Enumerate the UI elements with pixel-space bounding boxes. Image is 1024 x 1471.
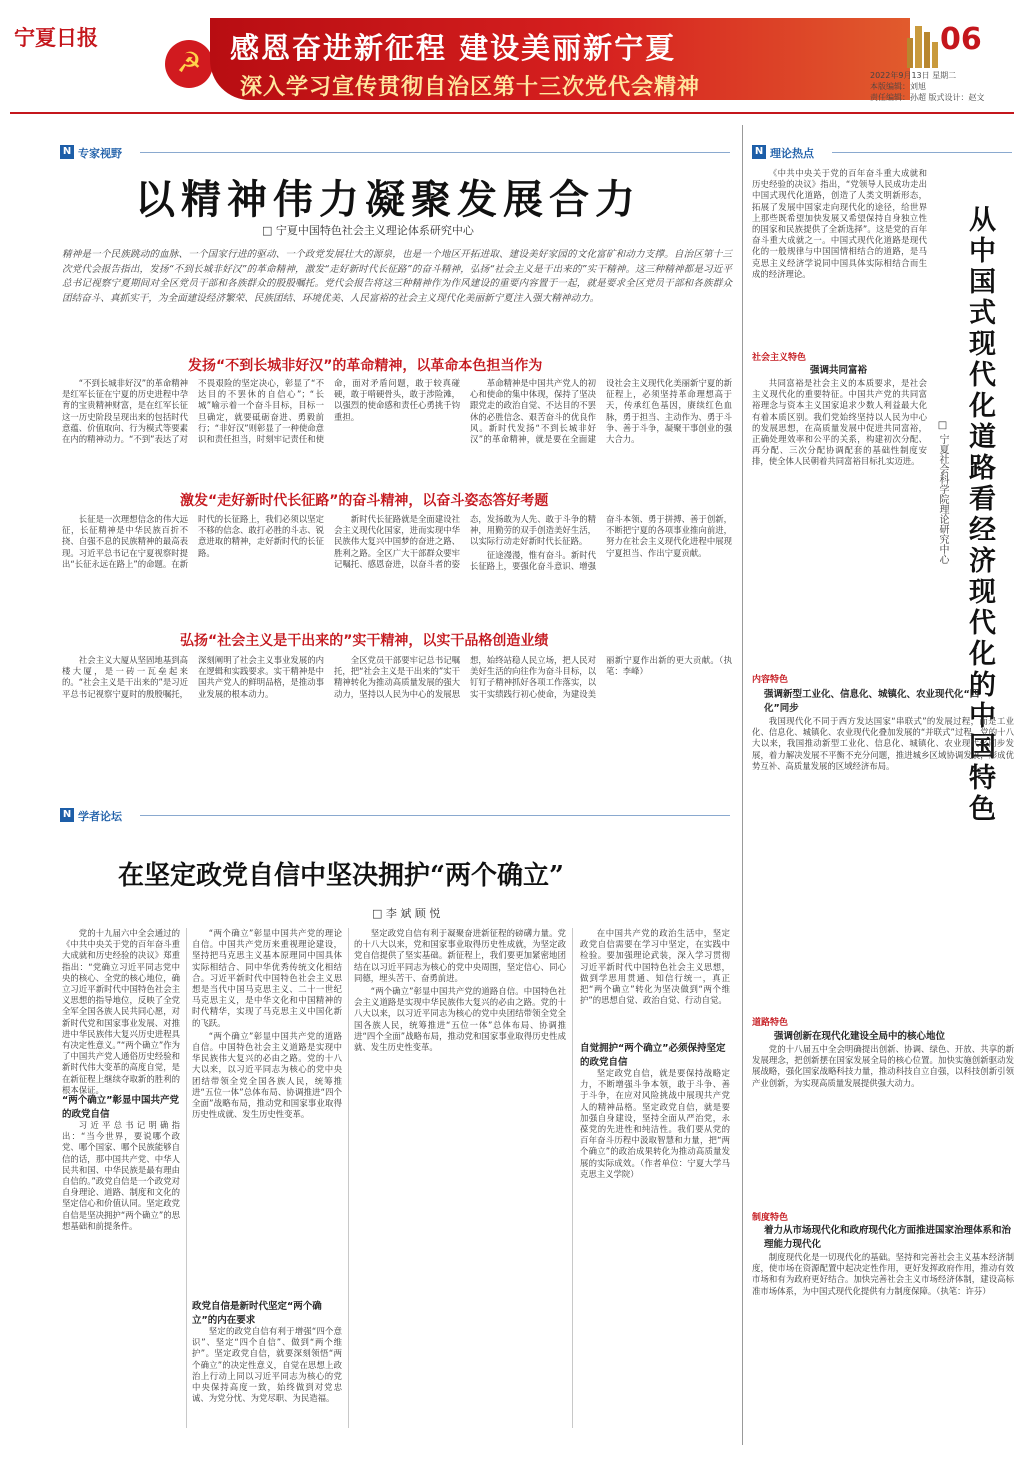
article2-col3-body [354, 928, 566, 1428]
article3-intro [752, 168, 927, 346]
paragraph: 共同富裕是社会主义的本质要求，是社会主义现代化的重要特征。中国共产党的共同富裕理念与资本主义国家追求少数人利益最大化有着本质区别。我们党始终坚持以人民为中心的发展思想，在高质量发展中促进共同富裕，正确处理效率和公平的关系，构建初次分配、再分配、三次分配协调配套的基础性制度安排，使全体人民朝着共同富裕目标扎实迈进。 [752, 378, 927, 467]
newspaper-logo: 宁夏日报 [14, 25, 98, 50]
article1-section2-body [62, 514, 732, 618]
editor-line: 本版编辑：刘旭 [870, 82, 926, 91]
paragraph: 习近平总书记明确指出：“当今世界，要说哪个政党、哪个国家、哪个民族能够自信的话，那中国共产党、中华人民共和国、中华民族是最有理由自信的。”政党自信是一个政党对自身理论、道路、制度和文化的坚定信心和价值认同。坚定政党自信是坚决拥护“两个确立”的思想基础和前提条件。 [62, 1120, 180, 1231]
paragraph: “两个确立”彰显中国共产党的理论自信。中国共产党历来重视理论建设，坚持把马克思主义基本原理同中国具体实际相结合、同中华优秀传统文化相结合。习近平新时代中国特色社会主义思想是当代中国马克思主义、二十一世纪马克思主义，是中华文化和中国精神的时代精华，实现了马克思主义中国化新的飞跃。 [192, 928, 342, 1028]
article2-col2-body-b [192, 1326, 342, 1430]
paragraph: 制度现代化是一切现代化的基础。坚持和完善社会主义基本经济制度，使市场在资源配置中起决定性作用，更好发挥政府作用，推动有效市场和有为政府更好结合。加快完善社会主义市场经济体制，建设高标准市场体系，为中国式现代化提供有力制度保障。（执笔：许芬） [752, 1252, 1014, 1296]
article2-col4-body [580, 928, 730, 1036]
article3-label-3: 道路特色 [752, 1018, 789, 1028]
paragraph: 长征是一次理想信念的伟大远征，长征精神是中华民族百折不挠、自强不息的民族精神的最高表现。习近平总书记在宁夏视察时提出“长征永远在路上”的命题。在新时代的长征路上，我们必须以坚定不移的信念、敢打必胜的斗志、锐意进取的精神，走好新时代的长征路。 [62, 514, 324, 569]
banner-title-sub: 深入学习宣传贯彻自治区第十三次党代会精神 [240, 75, 701, 100]
masthead-divider [10, 112, 1014, 114]
article3-label-1: 社会主义特色 [752, 353, 807, 363]
paragraph: 坚定政党自信，就是要保持战略定力，不断增强斗争本领，敢于斗争、善于斗争，在应对风险挑战中展现共产党人的精神品格。坚定政党自信，就是要加强自身建设，坚持全面从严治党，永葆党的先进性和纯洁性。我们要从党的百年奋斗历程中汲取智慧和力量，把“两个确立”的政治成果转化为推动高质量发展的实际成效。（作者单位：宁夏大学马克思主义学院） [580, 1068, 730, 1179]
paragraph: 党的十八届五中全会明确提出创新、协调、绿色、开放、共享的新发展理念，把创新摆在国家发展全局的核心位置。加快实施创新驱动发展战略，强化国家战略科技力量，推动科技自立自强，以科技创新引领产业创新，为实现高质量发展提供强大动力。 [752, 1044, 1014, 1088]
article2-col1-body-b [62, 1120, 180, 1430]
paragraph: 新时代长征路就是全面建设社会主义现代化国家，进而实现中华民族伟大复兴中国梦的奋进之路、胜利之路。全区广大干部群众要牢记嘱托、感恩奋进，以奋斗者的姿态，发扬敢为人先、敢于斗争的精神，用勤劳的双手创造美好生活，以实际行动走好新时代长征路。 [334, 514, 596, 569]
paragraph: 坚定政党自信有利于凝聚奋进新征程的磅礴力量。党的十八大以来，党和国家事业取得历史性成就，为坚定政党自信提供了坚实基础。新征程上，我们要更加紧密地团结在以习近平同志为核心的党中央周围，坚定信心、同心同德，埋头苦干、奋勇前进。 [354, 928, 566, 983]
section-rule [140, 815, 730, 816]
article3-subhead-3: 强调创新在现代化建设全局中的核心地位 [774, 1031, 946, 1042]
article3-byline: □ 宁夏社会科学院理论研究中心 [937, 420, 948, 565]
article2-subhead-1: “两个确立”彰显中国共产党的政党自信 [62, 1095, 179, 1120]
paragraph: “两个确立”彰显中国共产党的道路自信。中国特色社会主义道路是实现中华民族伟大复兴的必由之路。党的十八大以来，以习近平同志为核心的党中央团结带领全党全国各族人民，统筹推进“五位一体”总体布局、协调推进“四个全面”战略布局，推动党和国家事业取得历史性成就、发生历史性变革。 [354, 986, 566, 1053]
article2-col1-body [62, 928, 180, 1095]
paragraph: 在中国共产党的政治生活中，坚定政党自信需要在学习中坚定，在实践中检验。要加强理论武装，深入学习贯彻习近平新时代中国特色社会主义思想，做到学思用贯通、知信行统一，真正把“两个确立”转化为坚决做到“两个维护”的思想自觉、政治自觉、行动自觉。 [580, 928, 730, 1006]
column-rule [186, 928, 187, 1428]
article1-headline: 以精神伟力凝聚发展合力 [135, 176, 641, 223]
page-column-rule [742, 125, 743, 1445]
article3-subhead-4: 着力从市场现代化和政府现代化方面推进国家治理体系和治理能力现代化 [764, 1225, 1012, 1250]
skyline-icon [905, 18, 939, 68]
article3-section2-body [752, 716, 1014, 1011]
paragraph: “两个确立”彰显中国共产党的道路自信。中国特色社会主义道路是实现中华民族伟大复兴的必由之路。党的十八大以来，以习近平同志为核心的党中央团结带领全党全国各族人民，统筹推进“五位一体”总体布局、协调推进“四个全面”战略布局，推动党和国家事业取得历史性成就、发生历史性变革。 [192, 1030, 342, 1120]
article3-subhead-1: 强调共同富裕 [810, 365, 868, 376]
article3-label-2: 内容特色 [752, 675, 789, 685]
article2-byline: □ 李 斌 顾 悦 [372, 907, 441, 920]
article3-label-4: 制度特色 [752, 1213, 789, 1223]
section-tag-theory: N 理论热点 [752, 145, 814, 161]
article3-headline: 从中国式现代化道路看经济现代化的中国特色 [964, 205, 995, 825]
paragraph: 党的十九届六中全会通过的《中共中央关于党的百年奋斗重大成就和历史经验的决议》郑重指出：“党确立习近平同志党中央的核心、全党的核心地位，确立习近平新时代中国特色社会主义思想的指导地位，反映了全党全军全国各族人民共同心愿，对新时代党和国家事业发展、对推进中华民族伟大复兴历史进程具有决定性意义。”“两个确立”作为了中国共产党人通俗历史经验和新时代伟大变革的高度自觉，是在新征程上继续夺取新的胜利的根本保证。 [62, 928, 180, 1095]
paragraph: 我国现代化不同于西方发达国家“串联式”的发展过程，而是工业化、信息化、城镇化、农业现代化叠加发展的“并联式”过程。党的十八大以来，我国推动新型工业化、信息化、城镇化、农业现代化同步发展，着力解决发展不平衡不充分问题，推进城乡区域协调发展，形成优势互补、高质量发展的区域经济布局。 [752, 716, 1014, 771]
article3-subhead-2: 强调新型工业化、信息化、城镇化、农业现代化“四化”同步 [764, 689, 980, 714]
paragraph: 社会主义大厦从坚固地基到高楼大厦，是一砖一瓦垒起来的。“社会主义是干出来的”是习近平总书记视察宁夏时的殷殷嘱托，深刻阐明了社会主义事业发展的内在逻辑和实践要求。实干精神是中国共产党人的鲜明品格，是推动事业发展的根本动力。 [62, 655, 324, 699]
column-rule [572, 928, 573, 1428]
paragraph: 全区党员干部要牢记总书记嘱托，把“社会主义是干出来的”实干精神转化为推动高质量发展的强大动力，坚持以人民为中心的发展思想，始终站稳人民立场，把人民对美好生活的向往作为奋斗目标，以钉钉子精神抓好各项工作落实，以实干实绩践行初心使命，为建设美丽新宁夏作出新的更大贡献。（执笔：李峰） [334, 655, 732, 699]
article2-col4-body-b [580, 1068, 730, 1430]
design-line: 责任编辑：孙超 版式设计：赵文 [870, 93, 985, 102]
section-tag-expert: N 专家视野 [60, 145, 122, 161]
article1-subhead-3: 弘扬“社会主义是干出来的”实干精神，以实干品格创造业绩 [180, 633, 549, 649]
section-tag-scholar: N 学者论坛 [60, 808, 122, 824]
article2-headline: 在坚定政党自信中坚决拥护“两个确立” [118, 861, 564, 891]
section-rule [832, 152, 1012, 153]
article3-section1-body [752, 378, 927, 628]
article1-section1-body [62, 378, 732, 478]
page-number: 06 [940, 22, 982, 57]
date-line: 2022年9月13日 星期二 [870, 71, 957, 80]
article1-subhead-1: 发扬“不到长城非好汉”的革命精神，以革命本色担当作为 [188, 358, 543, 374]
article2-subhead-2: 政党自信是新时代坚定“两个确立”的内在要求 [192, 1301, 322, 1326]
article1-subhead-2: 激发“走好新时代长征路”的奋斗精神，以奋斗姿态答好考题 [180, 493, 549, 509]
column-rule [348, 928, 349, 1428]
article1-section3-body [62, 655, 732, 797]
paragraph: 坚定的政党自信有利于增强“四个意识”、坚定“四个自信”、做到“两个维护”。坚定政党自信，就要深刻领悟“两个确立”的决定性意义，自觉在思想上政治上行动上同以习近平同志为核心的党中央保持高度一致，始终做到对党忠诚、为党分忧、为党尽职、为民造福。 [192, 1326, 342, 1404]
paragraph: 《中共中央关于党的百年奋斗重大成就和历史经验的决议》指出，“党领导人民成功走出中国式现代化道路，创造了人类文明新形态，拓展了发展中国家走向现代化的途径，给世界上那些既希望加快发展又希望保持自身独立性的国家和民族提供了全新选择”。这是党的百年奋斗重大成就之一。中国式现代化道路是现代化的一般规律与中国国情相结合的道路，是马克思主义经济学说同中国具体实际相结合而生成的经济理论。 [752, 168, 927, 279]
paragraph: “不到长城非好汉”的革命精神是红军长征在宁夏的历史进程中孕育的宝贵精神财富，是在红军长征这一历史阶段呈现出来的包括时代意蕴、价值取向、行为模式等要素在内的精神动力。“不到”表达了对不畏艰险的坚定决心，彰显了“不达目的不罢休的自信心”；“长城”喻示着一个奋斗目标，目标一旦确定，就要砥砺奋进、勇毅前行；“非好汉”则彰显了一种使命意识和责任担当，时刻牢记责任和使命，面对矛盾问题，敢于较真碰硬，敢于啃硬骨头，敢于涉险滩，以强烈的使命感和责任心勇挑千钧重担。 [62, 378, 460, 445]
paragraph: 革命精神是中国共产党人的初心和使命的集中体现，保持了坚决跟党走的政治自觉、不达目的不罢休的必胜信念、艰苦奋斗的优良作风。新时代发扬“不到长城非好汉”的革命精神，就是要在全面建设社会主义现代化美丽新宁夏的新征程上，必须坚持革命理想高于天，传承红色基因，赓续红色血脉，勇于担当、主动作为、勇于斗争、善于斗争，凝聚干事创业的强大合力。 [470, 378, 732, 445]
article3-section4-body [752, 1252, 1014, 1436]
article1-byline: □ 宁夏中国特色社会主义理论体系研究中心 [262, 224, 474, 237]
article3-section3-body [752, 1044, 1014, 1204]
banner-title-main: 感恩奋进新征程 建设美丽新宁夏 [230, 31, 677, 65]
paragraph: 征途漫漫，惟有奋斗。新时代长征路上，要强化奋斗意识、增强奋斗本领、勇于拼搏、善于创新，不断把宁夏的各项事业推向前进，努力在社会主义现代化进程中展现宁夏担当、作出宁夏贡献。 [470, 514, 732, 571]
section-rule [140, 152, 730, 153]
party-emblem-icon: ☭ [165, 40, 213, 88]
article1-intro: 精神是一个民族跳动的血脉、一个国家行进的驱动、一个政党发展壮大的源泉，也是一个地区开拓进取、建设美好家园的文化富矿和动力支撑。自治区第十三次党代会报告指出，发扬“不到长城非好汉”的革命精神，激发“走好新时代长征路”的奋斗精神，弘扬“社会主义是干出来的”实干精神。这三种精神都是习近平总书记视察宁夏期间对全区党员干部和各族群众的殷殷嘱托。党代会报告将这三种精神作为作风建设的重要内容置于一起，就是要求全区党员干部和各族群众团结奋斗、真抓实干，为全面建设经济繁荣、民族团结、环境优美、人民富裕的社会主义现代化美丽新宁夏注入强大精神动力。 [62, 249, 732, 304]
article2-subhead-3: 自觉拥护“两个确立”必须保持坚定的政党自信 [580, 1043, 726, 1068]
article2-col2-body [192, 928, 342, 1293]
